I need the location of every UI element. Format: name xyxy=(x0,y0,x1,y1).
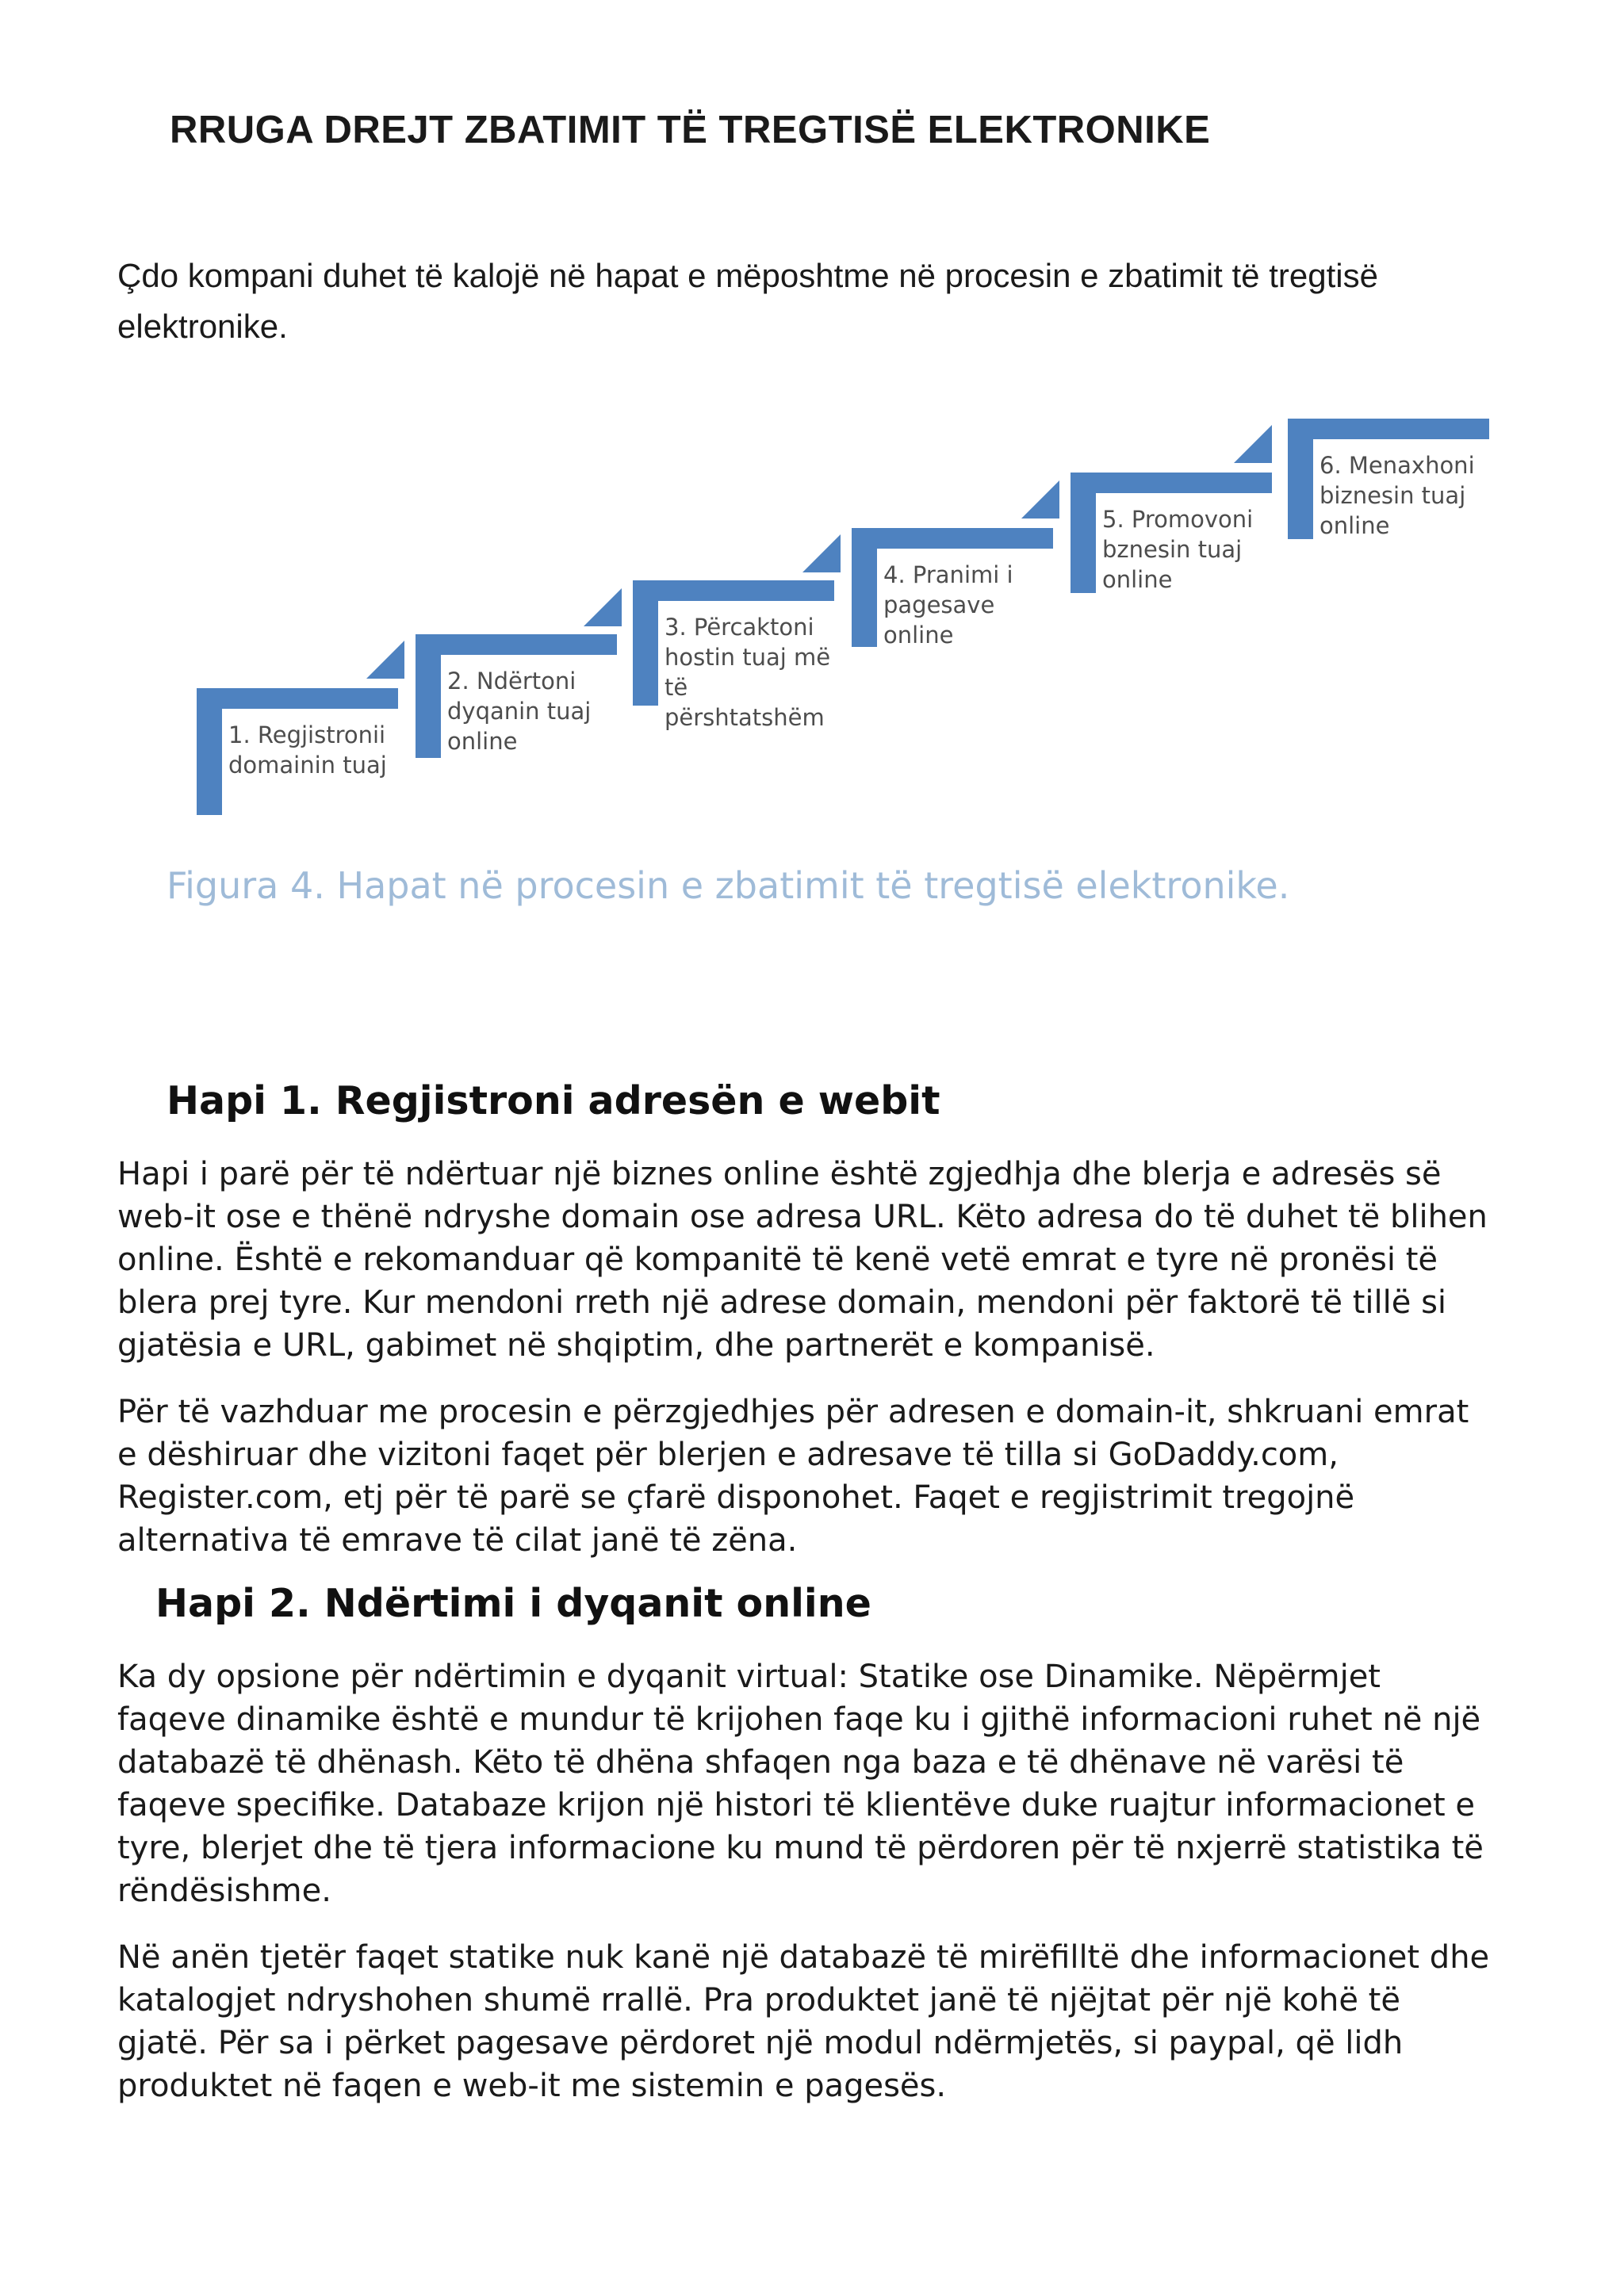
section-2-paragraph-2: Në anën tjetër faqet statike nuk kanë një databazë të mirëfilltë dhe informacionet dhe katalogjet ndryshohen shumë rrallë. Pra produktet janë të njëjtat për një kohë të gjatë. Për sa i përket pagesave përdoret një modul ndërmjetës, si paypal, që lidh produktet në faqen e web-it me sistemin e pagesës. xyxy=(117,1939,1490,2104)
step-bar xyxy=(852,528,1053,549)
step-arrow-icon xyxy=(802,534,841,572)
step-bar xyxy=(197,688,398,709)
step-label: 4. Pranimi i pagesave online xyxy=(883,561,1013,649)
step-post xyxy=(852,528,877,647)
section-heading-step-2: Hapi 2. Ndërtimi i dyqanit online xyxy=(155,1581,871,1626)
step-label: 3. Përcaktoni hostin tuaj më të përshtatshëm xyxy=(665,614,831,731)
intro-paragraph: Çdo kompani duhet të kalojë në hapat e mëposhtme në procesin e zbatimit të tregtisë elektronike. xyxy=(117,257,1378,345)
step-post xyxy=(1071,473,1096,593)
step-label: 1. Regjistronii domainin tuaj xyxy=(228,721,387,779)
step-arrow-icon xyxy=(584,588,622,626)
step-label: 6. Menaxhoni biznesin tuaj online xyxy=(1320,452,1475,539)
step-post xyxy=(416,634,441,758)
step-post xyxy=(633,580,658,706)
step-label: 5. Promovoni bznesin tuaj online xyxy=(1102,506,1254,593)
page-title: RRUGA DREJT ZBATIMIT TË TREGTISË ELEKTRONIKE xyxy=(170,109,1211,151)
step-arrow-icon xyxy=(1234,425,1272,463)
step-post xyxy=(197,688,222,815)
staircase-figure xyxy=(190,404,1499,832)
step-label: 2. Ndërtoni dyqanin tuaj online xyxy=(447,668,592,755)
step-arrow-icon xyxy=(1021,480,1059,519)
section-1-paragraph-1: Hapi i parë për të ndërtuar një biznes online është zgjedhja dhe blerja e adresës së web-it ose e thënë ndryshe domain ose adresa URL. Këto adresa do të duhet të blihen online. Është e rekomanduar që kompanitë të kenë vetë emrat e tyre në pronësi të blera prej tyre. Kur mendoni rreth një adrese domain, mendoni për faktorë të tillë si gjatësia e URL, gabimet në shqiptim, dhe partnerët e kompanisë. xyxy=(117,1156,1488,1364)
step-bar xyxy=(633,580,834,601)
step-bar xyxy=(1288,419,1489,439)
step-post xyxy=(1288,419,1313,539)
step-bar xyxy=(416,634,617,655)
step-arrow-icon xyxy=(366,641,404,679)
section-1-paragraph-2: Për të vazhduar me procesin e përzgjedhjes për adresen e domain-it, shkruani emrat e dëshiruar dhe vizitoni faqet për blerjen e adresave të tilla si GoDaddy.com, Register.com, etj për të parë se çfarë disponohet. Faqet e regjistrimit tregojnë alternativa të emrave të cilat janë të zëna. xyxy=(117,1394,1469,1559)
figure-caption: Figura 4. Hapat në procesin e zbatimit të tregtisë elektronike. xyxy=(167,864,1290,907)
section-heading-step-1: Hapi 1. Regjistroni adresën e webit xyxy=(167,1078,940,1123)
section-2-paragraph-1: Ka dy opsione për ndërtimin e dyqanit virtual: Statike ose Dinamike. Nëpërmjet faqeve dinamike është e mundur të krijohen faqe ku i gjithë informacioni ruhet në një databazë të dhënash. Këto të dhëna shfaqen nga baza e të dhënave në varësi të faqeve specifike. Databaze krijon një histori të klientëve duke ruajtur informacionet e tyre, blerjet dhe të tjera informacione ku mund të përdoren për të nxjerrë statistika të rëndësishme. xyxy=(117,1659,1484,1909)
step-bar xyxy=(1071,473,1272,493)
